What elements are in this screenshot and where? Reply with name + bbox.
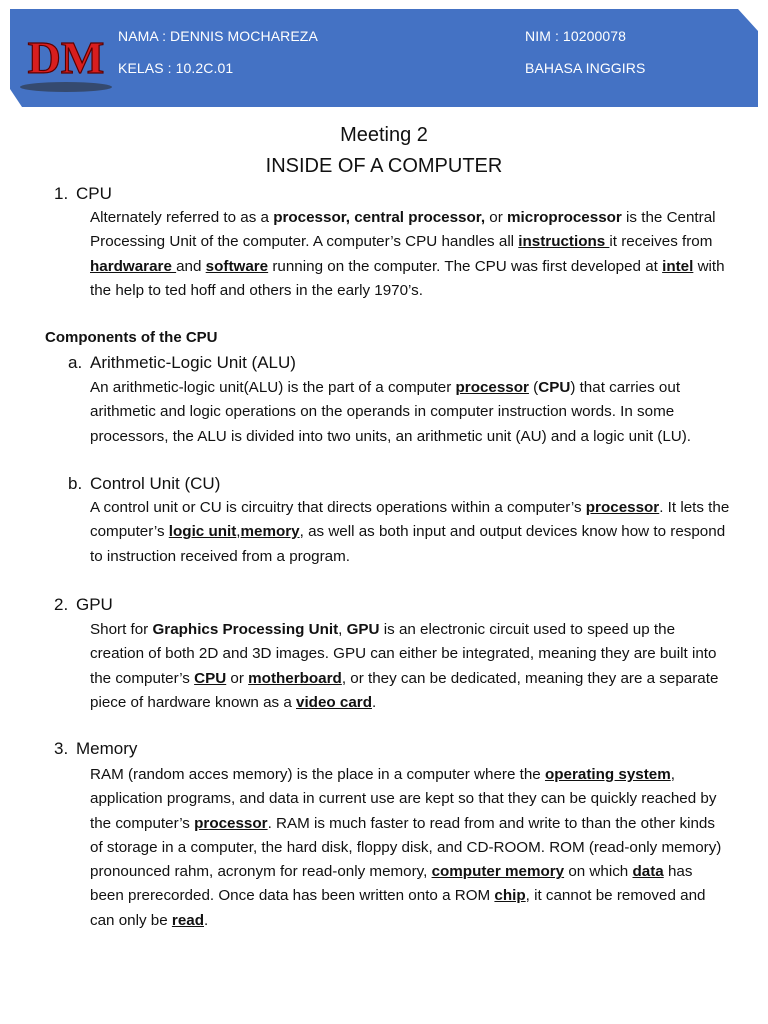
components-heading: Components of the CPU: [45, 329, 218, 346]
student-class: KELAS : 10.2C.01: [118, 60, 234, 76]
section-memory-heading: [54, 739, 137, 759]
logo-text: DM: [27, 32, 105, 83]
gpu-paragraph: Short for Graphics Processing Unit, GPU is an electronic circuit used to speed up the creation of both 2D and 3D images. GPU can either be integrated, meaning they are built into the computer’s CPU or motherboard, or they can be dedicated, meaning they are a separate piece of hardware known as a video card.: [90, 621, 719, 711]
header-banner: [10, 9, 758, 107]
meeting-title: Meeting 2: [340, 124, 428, 146]
item-title: Arithmetic-Logic Unit (ALU): [90, 353, 296, 372]
cpu-paragraph: Alternately referred to as a processor, central processor, or microprocessor is the Central Processing Unit of the computer. A computer’s CPU handles all instructions it receives from hardwarare and software running on the computer. The CPU was first developed at intel with the help to ted hoff and others in the early 1970’s.: [90, 209, 725, 299]
section-number: 1.: [54, 184, 69, 203]
section-title: GPU: [76, 595, 113, 614]
item-title: Control Unit (CU): [90, 474, 221, 493]
section-number: 2.: [54, 595, 69, 614]
document-title: INSIDE OF A COMPUTER: [265, 155, 503, 177]
memory-paragraph: RAM (random acces memory) is the place in a computer where the operating system, application programs, and data in current use are kept so that they can be quickly reached by the computer’s processor. RAM is much faster to read from and write to than the other kinds of storage in a computer, the hard disk, floppy disk, and CD-ROOM. ROM (read-only memory) pronounced rahm, acronym for read-only memory, computer memory on which data has been prerecorded. Once data has been written onto a ROM chip, it cannot be removed and can only be read.: [90, 766, 722, 929]
cu-paragraph: A control unit or CU is circuitry that directs operations within a computer’s processor. It lets the computer’s logic unit,memory, as well as both input and output devices know how to respond to instruction received from a program.: [90, 499, 730, 565]
student-nim: NIM : 10200078: [525, 28, 627, 44]
alu-paragraph: An arithmetic-logic unit(ALU) is the part of a computer processor (CPU) that carries out arithmetic and logic operations on the operands in computer instruction words. In some processors, the ALU is divided into two units, an arithmetic unit (AU) and a logic unit (LU).: [90, 379, 692, 445]
header-background: [10, 9, 758, 107]
section-cpu-heading: [54, 184, 112, 204]
section-number: 3.: [54, 739, 69, 758]
section-gpu-heading: [54, 595, 113, 615]
item-letter: a.: [68, 353, 83, 372]
alu-heading: [68, 353, 296, 373]
dm-logo: [16, 27, 120, 97]
subject-name: BAHASA INGGIRS: [525, 60, 646, 76]
section-title: Memory: [76, 739, 138, 758]
section-title: CPU: [76, 184, 112, 203]
student-name: NAMA : DENNIS MOCHAREZA: [118, 28, 318, 44]
cu-heading: [68, 474, 220, 494]
item-letter: b.: [68, 474, 83, 493]
